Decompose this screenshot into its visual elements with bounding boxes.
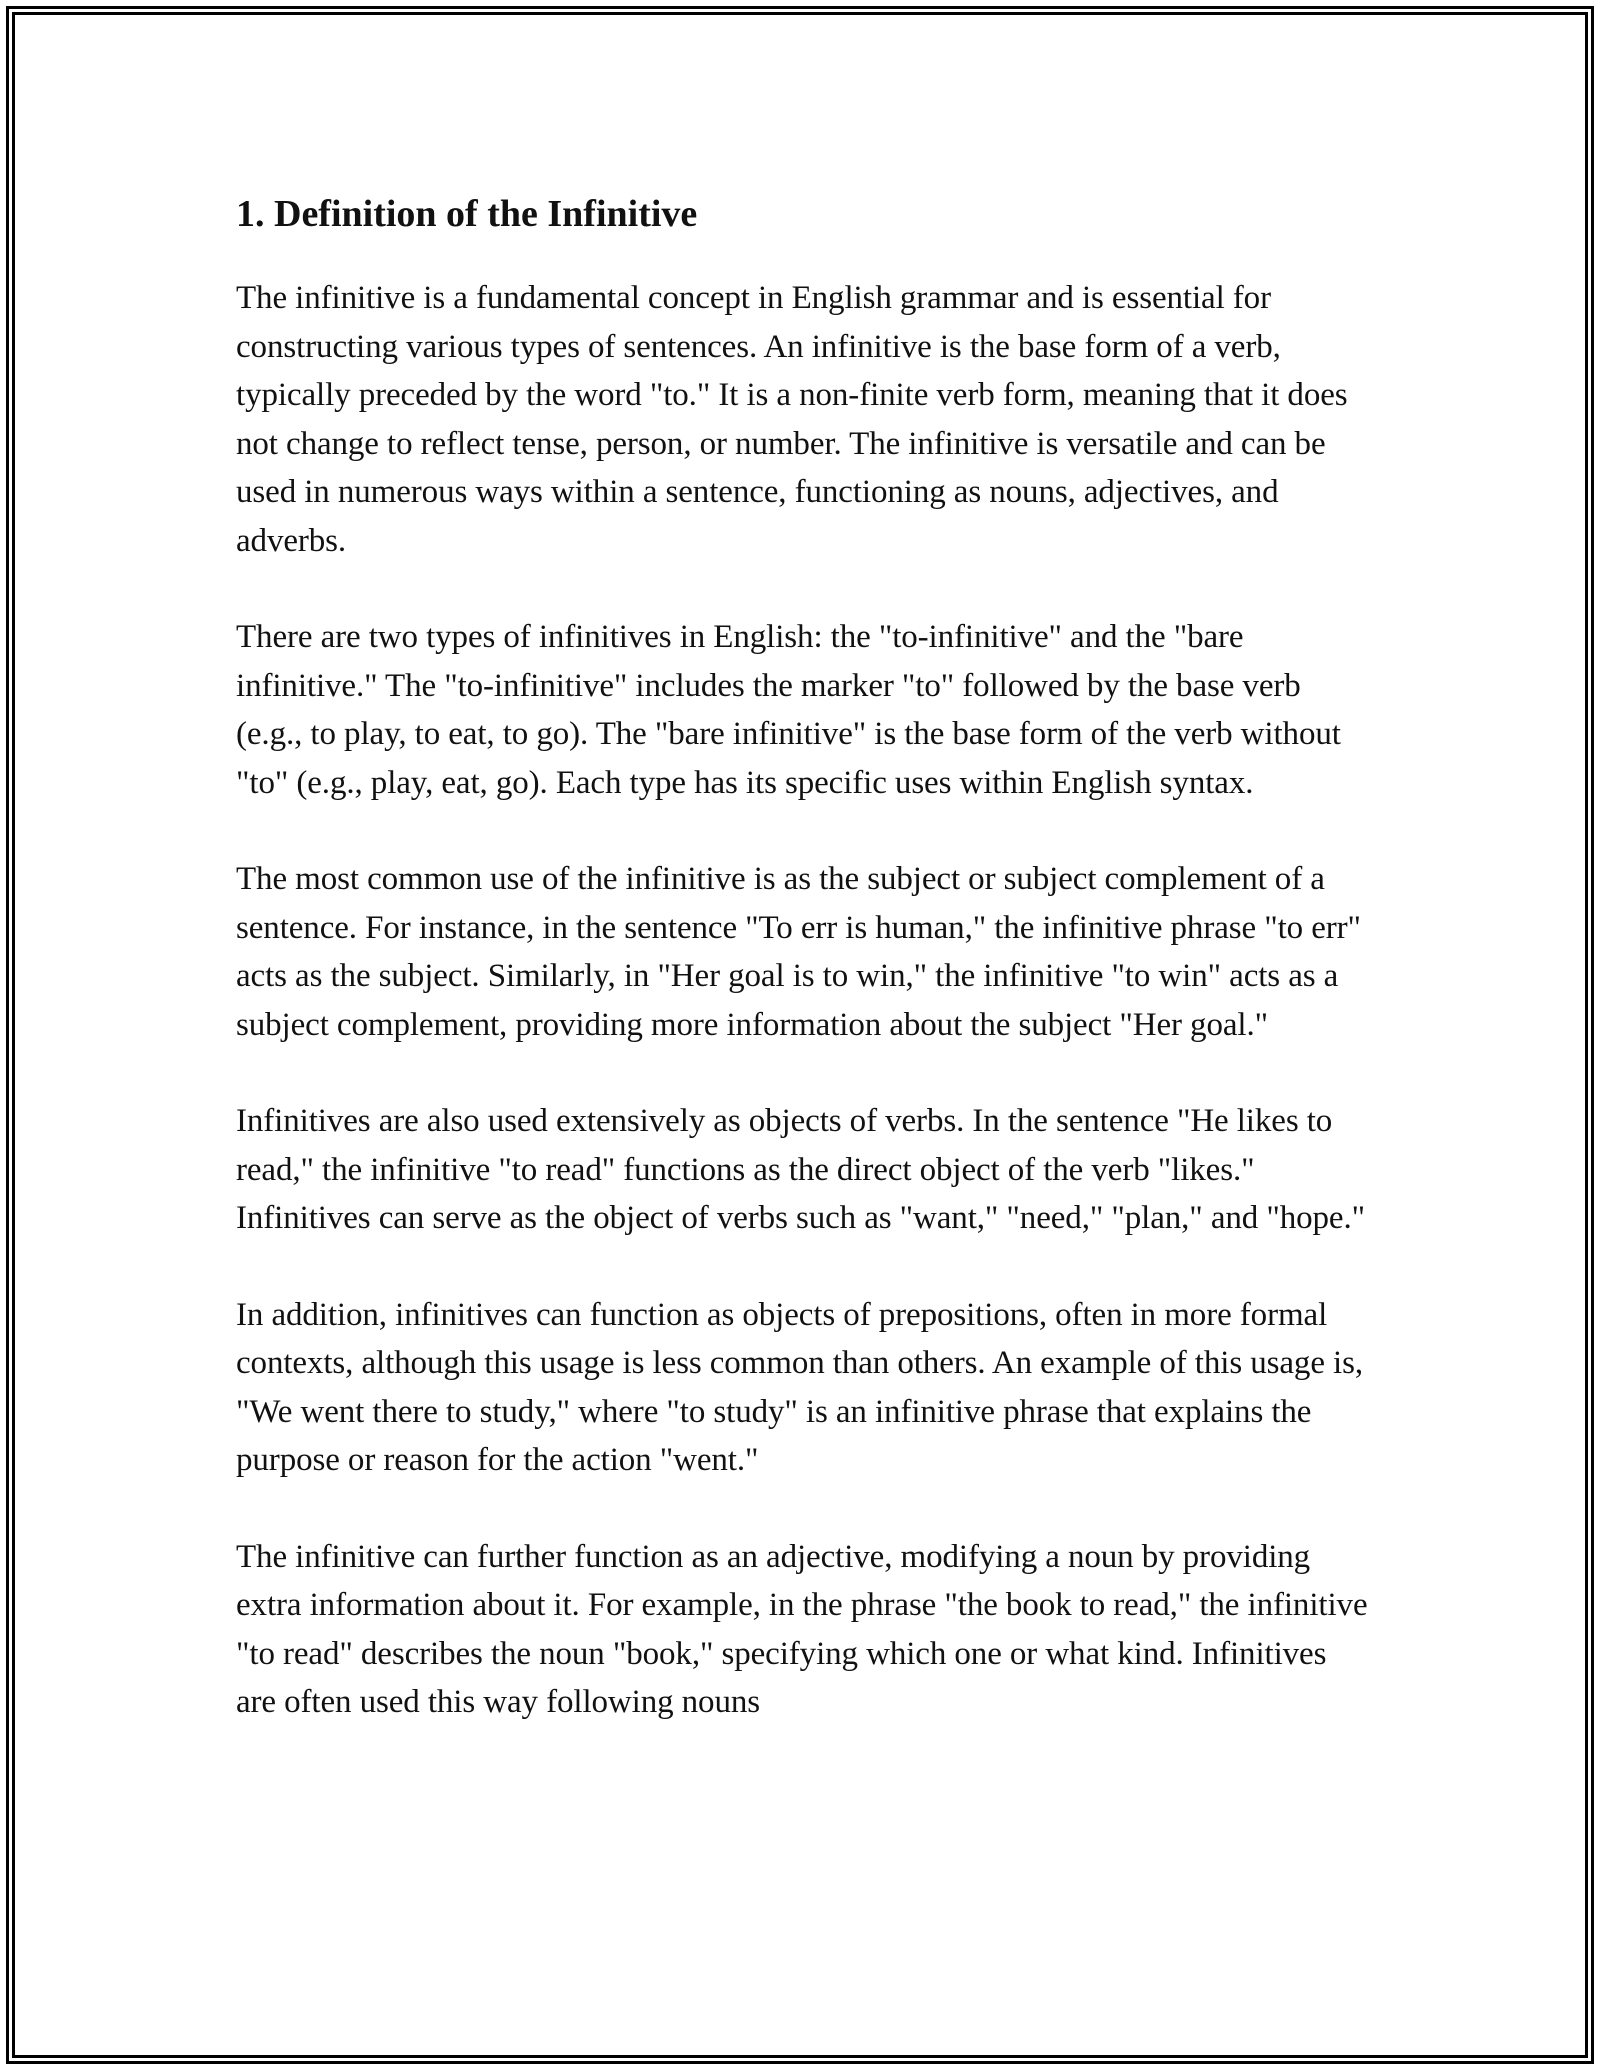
paragraph-types: There are two types of infinitives in English: the "to-infinitive" and the "bare infinitive." The "to-infinitive" includes the marker "to" followed by the base verb (e.g., to play, to eat, to go). The "bare infinitive" is the base form of the verb without "to" (e.g., play, eat, go). Each type has its specific uses within English syntax. <box>236 619 1341 801</box>
paragraph-object-of-verbs: Infinitives are also used extensively as objects of verbs. In the sentence "He likes to read," the infinitive "to read" functions as the direct object of the verb "likes." Infinitives can serve as the object of verbs such as "want," "need," "plan," and "hope." <box>236 1103 1365 1236</box>
paragraph-object-of-prepositions: In addition, infinitives can function as objects of prepositions, often in more formal contexts, although this usage is less common than others. An example of this usage is, "We went there to study," where "to study" is an infinitive phrase that explains the purpose or reason for the action "went." <box>236 1296 1363 1478</box>
paragraph-adjective-use: The infinitive can further function as an adjective, modifying a noun by providing extra information about it. For example, in the phrase "the book to read," the infinitive "to read" describes the noun "book," specifying which one or what kind. Infinitives are often used this way following nouns <box>236 1538 1368 1720</box>
document-body <box>236 188 1372 1775</box>
paragraph-subject-use: The most common use of the infinitive is as the subject or subject complement of a sentence. For instance, in the sentence "To err is human," the infinitive phrase "to err" acts as the subject. Similarly, in "Her goal is to win," the infinitive "to win" acts as a subject complement, providing more information about the subject "Her goal." <box>236 861 1361 1043</box>
paragraph-definition: The infinitive is a fundamental concept in English grammar and is essential for constructing various types of sentences. An infinitive is the base form of a verb, typically preceded by the word "to." It is a non-finite verb form, meaning that it does not change to reflect tense, person, or number. The infinitive is versatile and can be used in numerous ways within a sentence, functioning as nouns, adjectives, and adverbs. <box>236 280 1348 559</box>
section-heading: 1. Definition of the Infinitive <box>236 193 698 235</box>
